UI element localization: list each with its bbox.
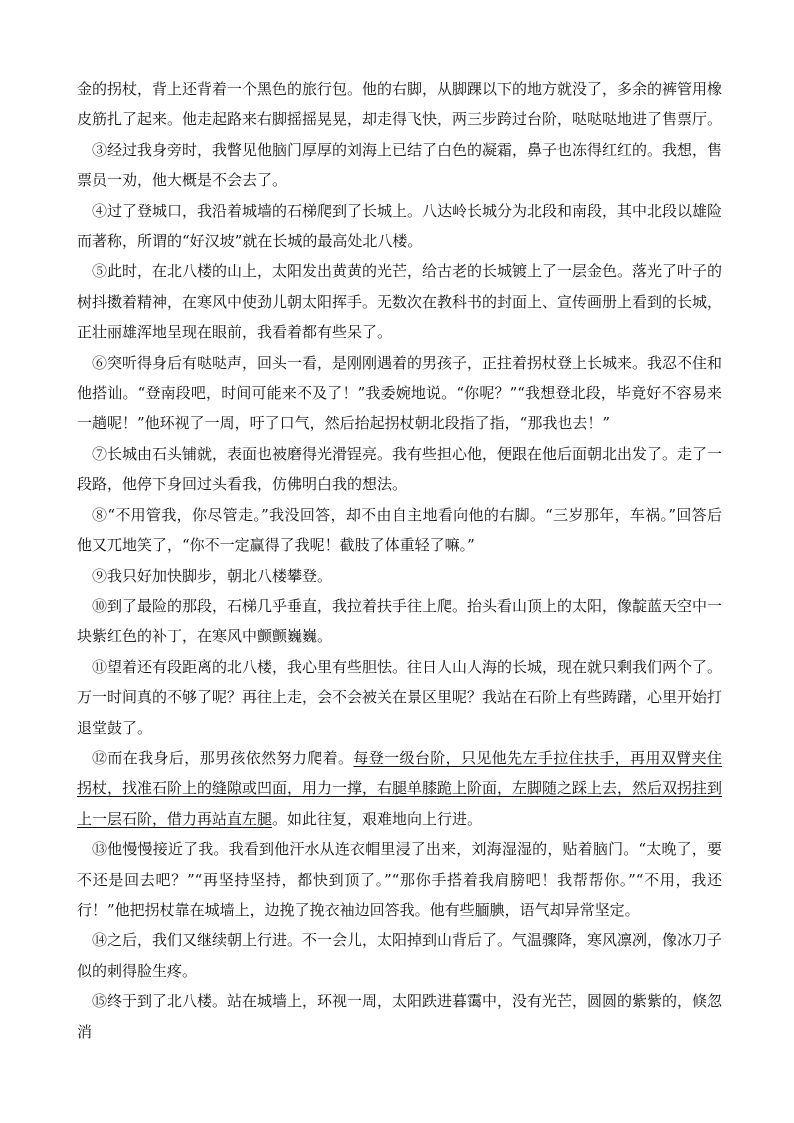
document-body — [77, 74, 722, 1047]
paragraph-7: ⑦长城由石头铺就，表面也被磨得光滑锃亮。我有些担心他，便跟在他后面朝北出发了。走了一段路，他停下身回过头看我，仿佛明白我的想法。 — [77, 444, 723, 494]
paragraph-5: ⑤此时，在北八楼的山上，太阳发出黄黄的光芒，给古老的长城镀上了一层金色。落光了叶子的树抖擞着精神，在寒风中使劲儿朝太阳挥手。无数次在教科书的封面上、宣传画册上看到的长城，正壮丽雄浑地呈现在眼前，我看着都有些呆了。 — [77, 262, 723, 342]
paragraph-12-lead: ⑫而在我身后，那男孩依然努力爬着。 — [92, 748, 354, 767]
paragraph-10: ⑩到了最险的那段，石梯几乎垂直，我拉着扶手往上爬。抬头看山顶上的太阳，像靛蓝天空中一块紫红色的补丁，在寒风中颤颤巍巍。 — [77, 596, 723, 646]
paragraph-4: ④过了登城口，我沿着城墙的石梯爬到了长城上。八达岭长城分为北段和南段，其中北段以雄险而著称，所谓的“好汉坡”就在长城的最高处北八楼。 — [77, 201, 723, 251]
paragraph-8: ⑧“不用管我，你尽管走。”我没回答，却不由自主地看向他的右脚。“三岁那年，车祸。”回答后他又兀地笑了，“你不一定赢得了我呢！截肢了体重轻了嘛。” — [77, 505, 722, 555]
paragraph-3: ③经过我身旁时，我瞥见他脑门厚厚的刘海上已结了白色的凝霜，鼻子也冻得红红的。我想，售票员一劝，他大概是不会去了。 — [77, 140, 723, 190]
paragraph-9: ⑨我只好加快脚步，朝北八楼攀登。 — [92, 566, 333, 585]
paragraph-13: ⑬他慢慢接近了我。我看到他汗水从连衣帽里浸了出来，刘海湿湿的，贴着脑门。“太晚了，要不还是回去吧？”“再坚持坚持，都快到顶了。”“那你手搭着我肩膀吧！我帮帮你。”“不用，我还行！”他把拐杖靠在城墙上，边挽了挽衣袖边回答我。他有些腼腆，语气却异常坚定。 — [77, 840, 722, 919]
paragraph-12-tail: 。如此往复，艰难地向上行进。 — [272, 809, 483, 828]
paragraph-14: ⑭之后，我们又继续朝上行进。不一会儿，太阳掉到山背后了。气温骤降，寒风凛冽，像冰刀子似的刺得脸生疼。 — [77, 931, 723, 980]
paragraph-11: ⑪望着还有段距离的北八楼，我心里有些胆怯。往日人山人海的长城，现在就只剩我们两个了。万一时间真的不够了呢？再往上走，会不会被关在景区里呢？我站在石阶上有些踌躇，心里开始打退堂鼓了。 — [77, 657, 723, 737]
paragraph-15: ⑮终于到了北八楼。站在城墙上，环视一周，太阳跌进暮霭中，没有光芒，圆圆的紫紫的，倏忽消 — [77, 992, 723, 1041]
paragraph-6: ⑥突听得身后有哒哒声，回头一看，是刚刚遇着的男孩子，正拄着拐杖登上长城来。我忍不住和他搭讪。“登南段吧，时间可能来不及了！”我委婉地说。“你呢？”“我想登北段，毕竟好不容易来一趟呢！”他环视了一周，吁了口气，然后抬起拐杖朝北段指了指，“那我也去！” — [77, 353, 723, 433]
paragraph-continuation: 金的拐杖，背上还背着一个黑色的旅行包。他的右脚，从脚踝以下的地方就没了，多余的裤管用橡皮筋扎了起来。他走起路来右脚摇摇晃晃，却走得飞快，两三步跨过台阶，哒哒哒地进了售票厅。 — [77, 80, 723, 129]
paragraph-12 — [77, 743, 722, 834]
underlined-passage: 每登一级台阶，只见他先左手拉住扶手，再用双臂夹住拐杖，找准石阶上的缝隙或凹面，用力一撑，右腿单膝跪上阶面，左脚随之踩上去，然后双拐拄到上一层石阶，借力再站直左腿 — [77, 748, 723, 828]
